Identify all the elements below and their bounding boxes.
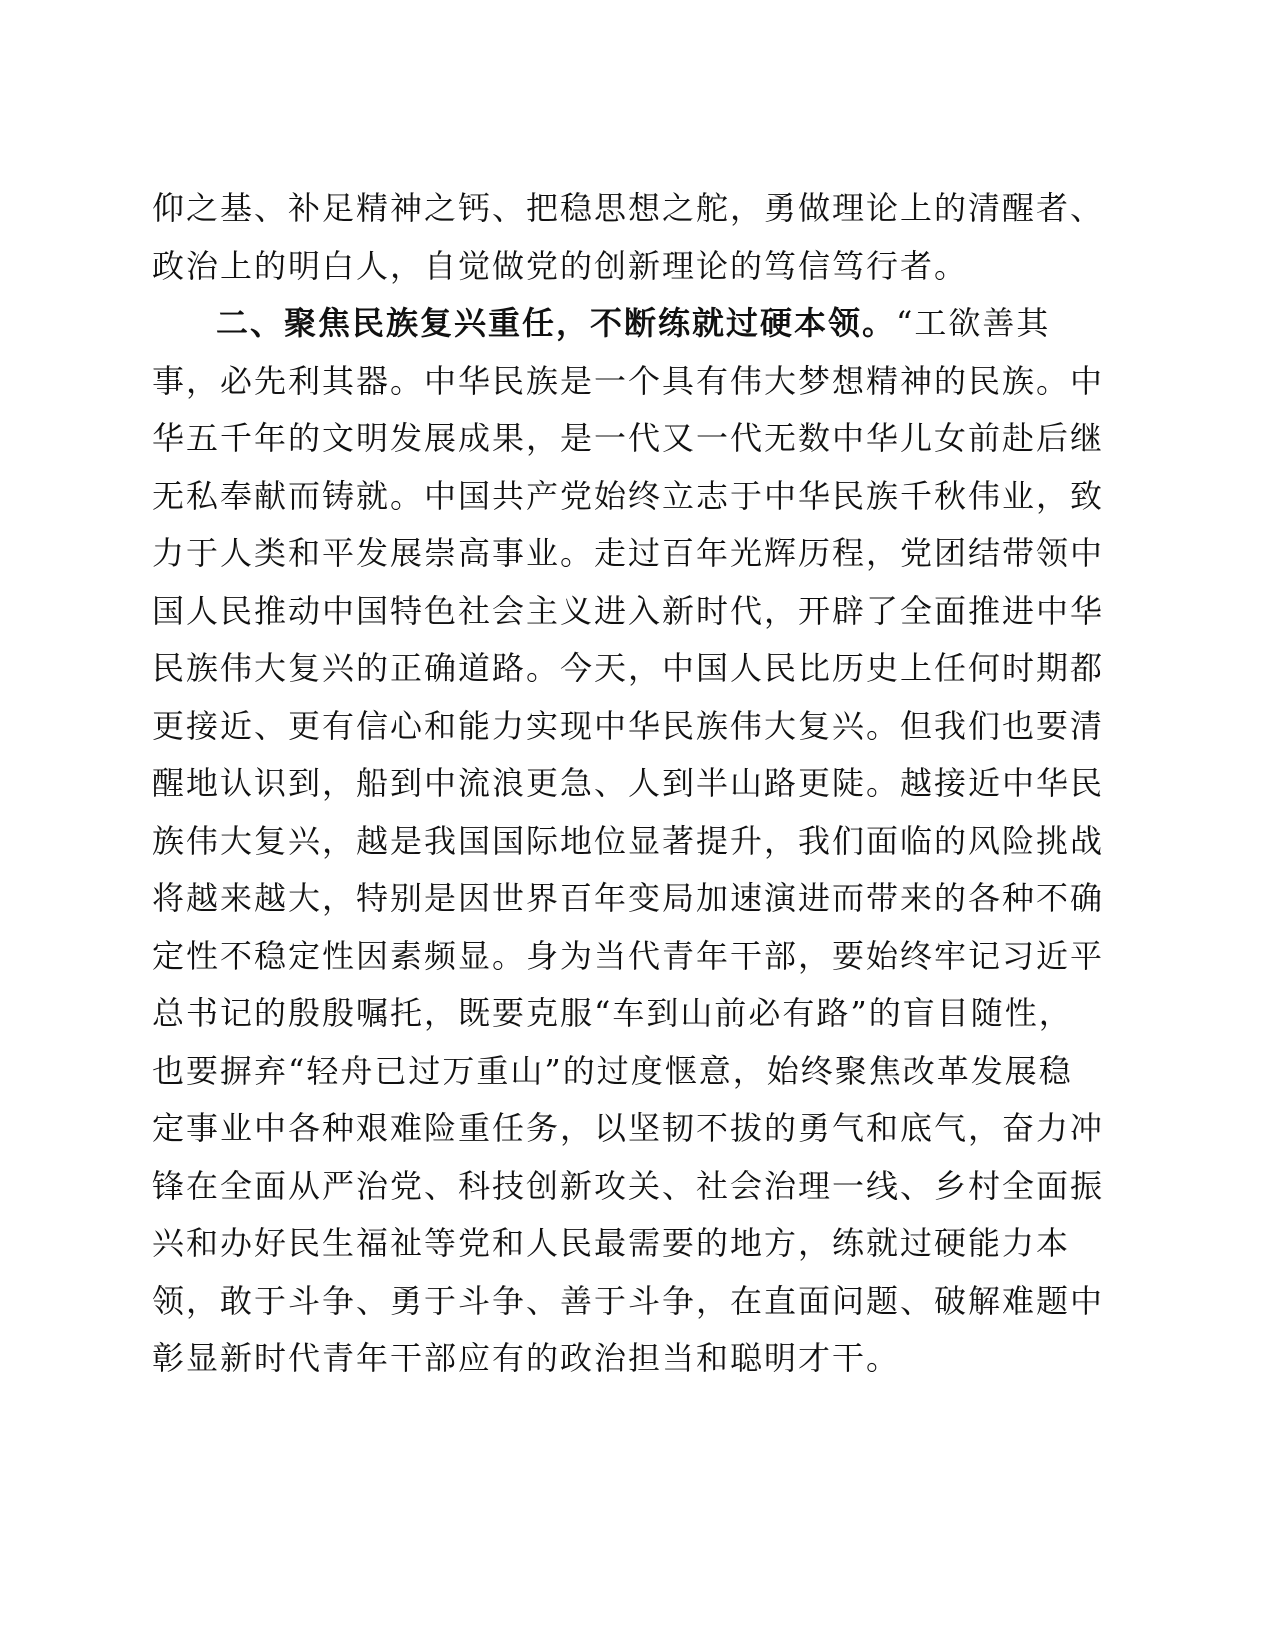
paragraph-line: 定性不稳定性因素频显。身为当代青年干部，要始终牢记习近平 xyxy=(152,936,1105,975)
section-heading-line xyxy=(152,295,1087,353)
paragraph-line: 国人民推动中国特色社会主义进入新时代，开辟了全面推进中华 xyxy=(152,591,1105,630)
section-text-start: “工欲善其 xyxy=(896,304,1051,342)
paragraph-line: 彰显新时代青年干部应有的政治担当和聪明才干。 xyxy=(152,1339,901,1377)
paragraph-line: 力于人类和平发展崇高事业。走过百年光辉历程，党团结带领中 xyxy=(152,534,1105,572)
paragraph-line: 定事业中各种艰难险重任务，以坚韧不拔的勇气和底气，奋力冲 xyxy=(152,1109,1105,1147)
paragraph-line: 锋在全面从严治党、科技创新攻关、社会治理一线、乡村全面振 xyxy=(152,1166,1105,1205)
document-body xyxy=(152,180,1105,1388)
paragraph-line: 兴和办好民生福祉等党和人民最需要的地方，练就过硬能力本 xyxy=(152,1224,1071,1262)
continuation-line: 政治上的明白人，自觉做党的创新理论的笃信笃行者。 xyxy=(152,246,969,285)
continuation-line: 仰之基、补足精神之钙、把稳思想之舵，勇做理论上的清醒者、 xyxy=(152,189,1105,227)
paragraph-line: 事，必先利其器。中华民族是一个具有伟大梦想精神的民族。中 xyxy=(152,361,1105,400)
paragraph-line: 总书记的殷殷嘱托，既要克服“车到山前必有路”的盲目随性， xyxy=(152,994,1073,1032)
paragraph-line: 更接近、更有信心和能力实现中华民族伟大复兴。但我们也要清 xyxy=(152,706,1105,745)
paragraph-line: 领，敢于斗争、勇于斗争、善于斗争，在直面问题、破解难题中 xyxy=(152,1281,1105,1320)
paragraph-line: 醒地认识到，船到中流浪更急、人到半山路更陡。越接近中华民 xyxy=(152,764,1105,802)
paragraph-line: 民族伟大复兴的正确道路。今天，中国人民比历史上任何时期都 xyxy=(152,649,1105,687)
paragraph-line: 将越来越大，特别是因世界百年变局加速演进而带来的各种不确 xyxy=(152,879,1105,917)
paragraph-line: 无私奉献而铸就。中国共产党始终立志于中华民族千秋伟业，致 xyxy=(152,476,1105,515)
paragraph-line: 华五千年的文明发展成果，是一代又一代无数中华儿女前赴后继 xyxy=(152,419,1105,457)
paragraph-line: 族伟大复兴，越是我国国际地位显著提升，我们面临的风险挑战 xyxy=(152,821,1105,860)
section-heading: 二、聚焦民族复兴重任，不断练就过硬本领。 xyxy=(216,304,897,342)
paragraph-line: 也要摒弃“轻舟已过万重山”的过度惬意，始终聚焦改革发展稳 xyxy=(152,1051,1073,1090)
